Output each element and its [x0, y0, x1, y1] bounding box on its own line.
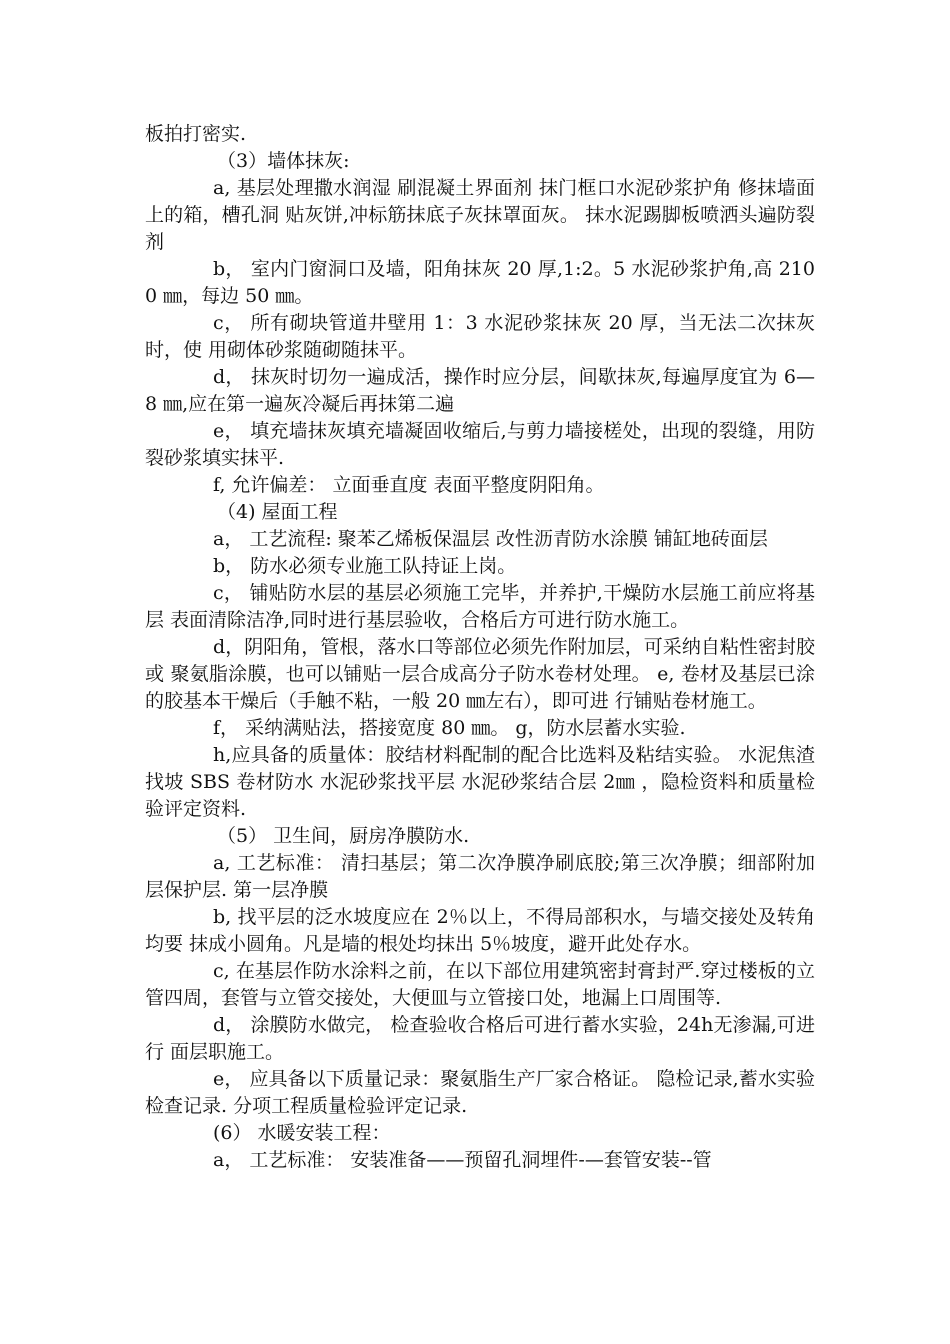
paragraph-bath-d: d， 涂膜防水做完， 检查验收合格后可进行蓄水实验，24h无渗漏,可进行 面层职施工。	[145, 1014, 815, 1063]
section-heading-wall-plaster: （3）墙体抹灰:	[217, 150, 350, 172]
section-heading-bathroom: （5） 卫生间，厨房净膜防水.	[217, 825, 470, 847]
paragraph-wall-f: f, 允许偏差： 立面垂直度 表面平整度阴阳角。	[213, 474, 605, 496]
document-body	[145, 121, 815, 1174]
paragraph-wall-e: e， 填充墙抹灰填充墙凝固收缩后,与剪力墙接槎处，出现的裂缝，用防 裂砂浆填实抹平.	[145, 420, 815, 469]
paragraph-roof-b: b， 防水必须专业施工队持证上岗。	[213, 555, 517, 577]
paragraph-wall-b: b， 室内门窗洞口及墙，阳角抹灰 20 厚,1:2。5 水泥砂浆护角,高 2100 ㎜，每边 50 ㎜。	[145, 258, 815, 307]
paragraph-plumbing-a: a， 工艺标准： 安装准备——预留孔洞埋件-—套管安装--管	[213, 1149, 712, 1171]
paragraph-bath-c: c, 在基层作防水涂料之前，在以下部位用建筑密封膏封严.穿过楼板的立 管四周，套管与立管交接处，大便皿与立管接口处，地漏上口周围等.	[145, 960, 815, 1009]
paragraph-roof-h: h,应具备的质量体：胶结材料配制的配合比选料及粘结实验。 水泥焦渣找坡 SBS 卷材防水 水泥砂浆找平层 水泥砂浆结合层 2㎜ ，隐检资料和质量检验评定资料.	[145, 744, 815, 820]
paragraph-intro: 板拍打密实.	[145, 123, 247, 145]
paragraph-roof-f: f， 采纳满贴法，搭接宽度 80 ㎜。 g，防水层蓄水实验.	[213, 717, 686, 739]
paragraph-roof-a: a， 工艺流程: 聚苯乙烯板保温层 改性沥青防水涂膜 铺缸地砖面层	[213, 528, 768, 550]
paragraph-bath-b: b, 找平层的泛水坡度应在 2％以上，不得局部积水，与墙交接处及转角均要 抹成小圆角。凡是墙的根处均抹出 5％坡度，避开此处存水。	[145, 906, 815, 955]
paragraph-wall-c: c， 所有砌块管道井壁用 1：3 水泥砂浆抹灰 20 厚，当无法二次抹灰时，使 用砌体砂浆随砌随抹平。	[145, 312, 815, 361]
paragraph-bath-e: e， 应具备以下质量记录：聚氨脂生产厂家合格证。 隐检记录,蓄水实验检查记录. 分项工程质量检验评定记录.	[145, 1068, 815, 1117]
paragraph-roof-d: d，阴阳角，管根，落水口等部位必须先作附加层，可采纳自粘性密封胶或 聚氨脂涂膜，也可以铺贴一层合成高分子防水卷材处理。 e, 卷材及基层已涂的胶基本干燥后（手触不粘，一般 20 ㎜左右），即可进 行铺贴卷材施工。	[145, 636, 815, 712]
paragraph-roof-c: c， 铺贴防水层的基层必须施工完毕，并养护,干燥防水层施工前应将基层 表面清除洁净,同时进行基层验收，合格后方可进行防水施工。	[145, 582, 815, 631]
paragraph-wall-d: d， 抹灰时切勿一遍成活，操作时应分层，间歇抹灰,每遍厚度宜为 6— 8 ㎜,应在第一遍灰冷凝后再抹第二遍	[145, 366, 815, 415]
section-heading-roof: （4) 屋面工程	[217, 501, 338, 523]
paragraph-bath-a: a, 工艺标准： 清扫基层；第二次净膜净刷底胶;第三次净膜；细部附加层保护层. 第一层净膜	[145, 852, 815, 901]
section-heading-plumbing: (6） 水暖安装工程：	[213, 1122, 391, 1144]
paragraph-wall-a: a, 基层处理撒水润湿 刷混凝土界面剂 抹门框口水泥砂浆护角 修抹墙面上的箱，槽孔洞 贴灰饼,冲标筋抹底子灰抹罩面灰。 抹水泥踢脚板喷洒头遍防裂剂	[145, 177, 815, 253]
